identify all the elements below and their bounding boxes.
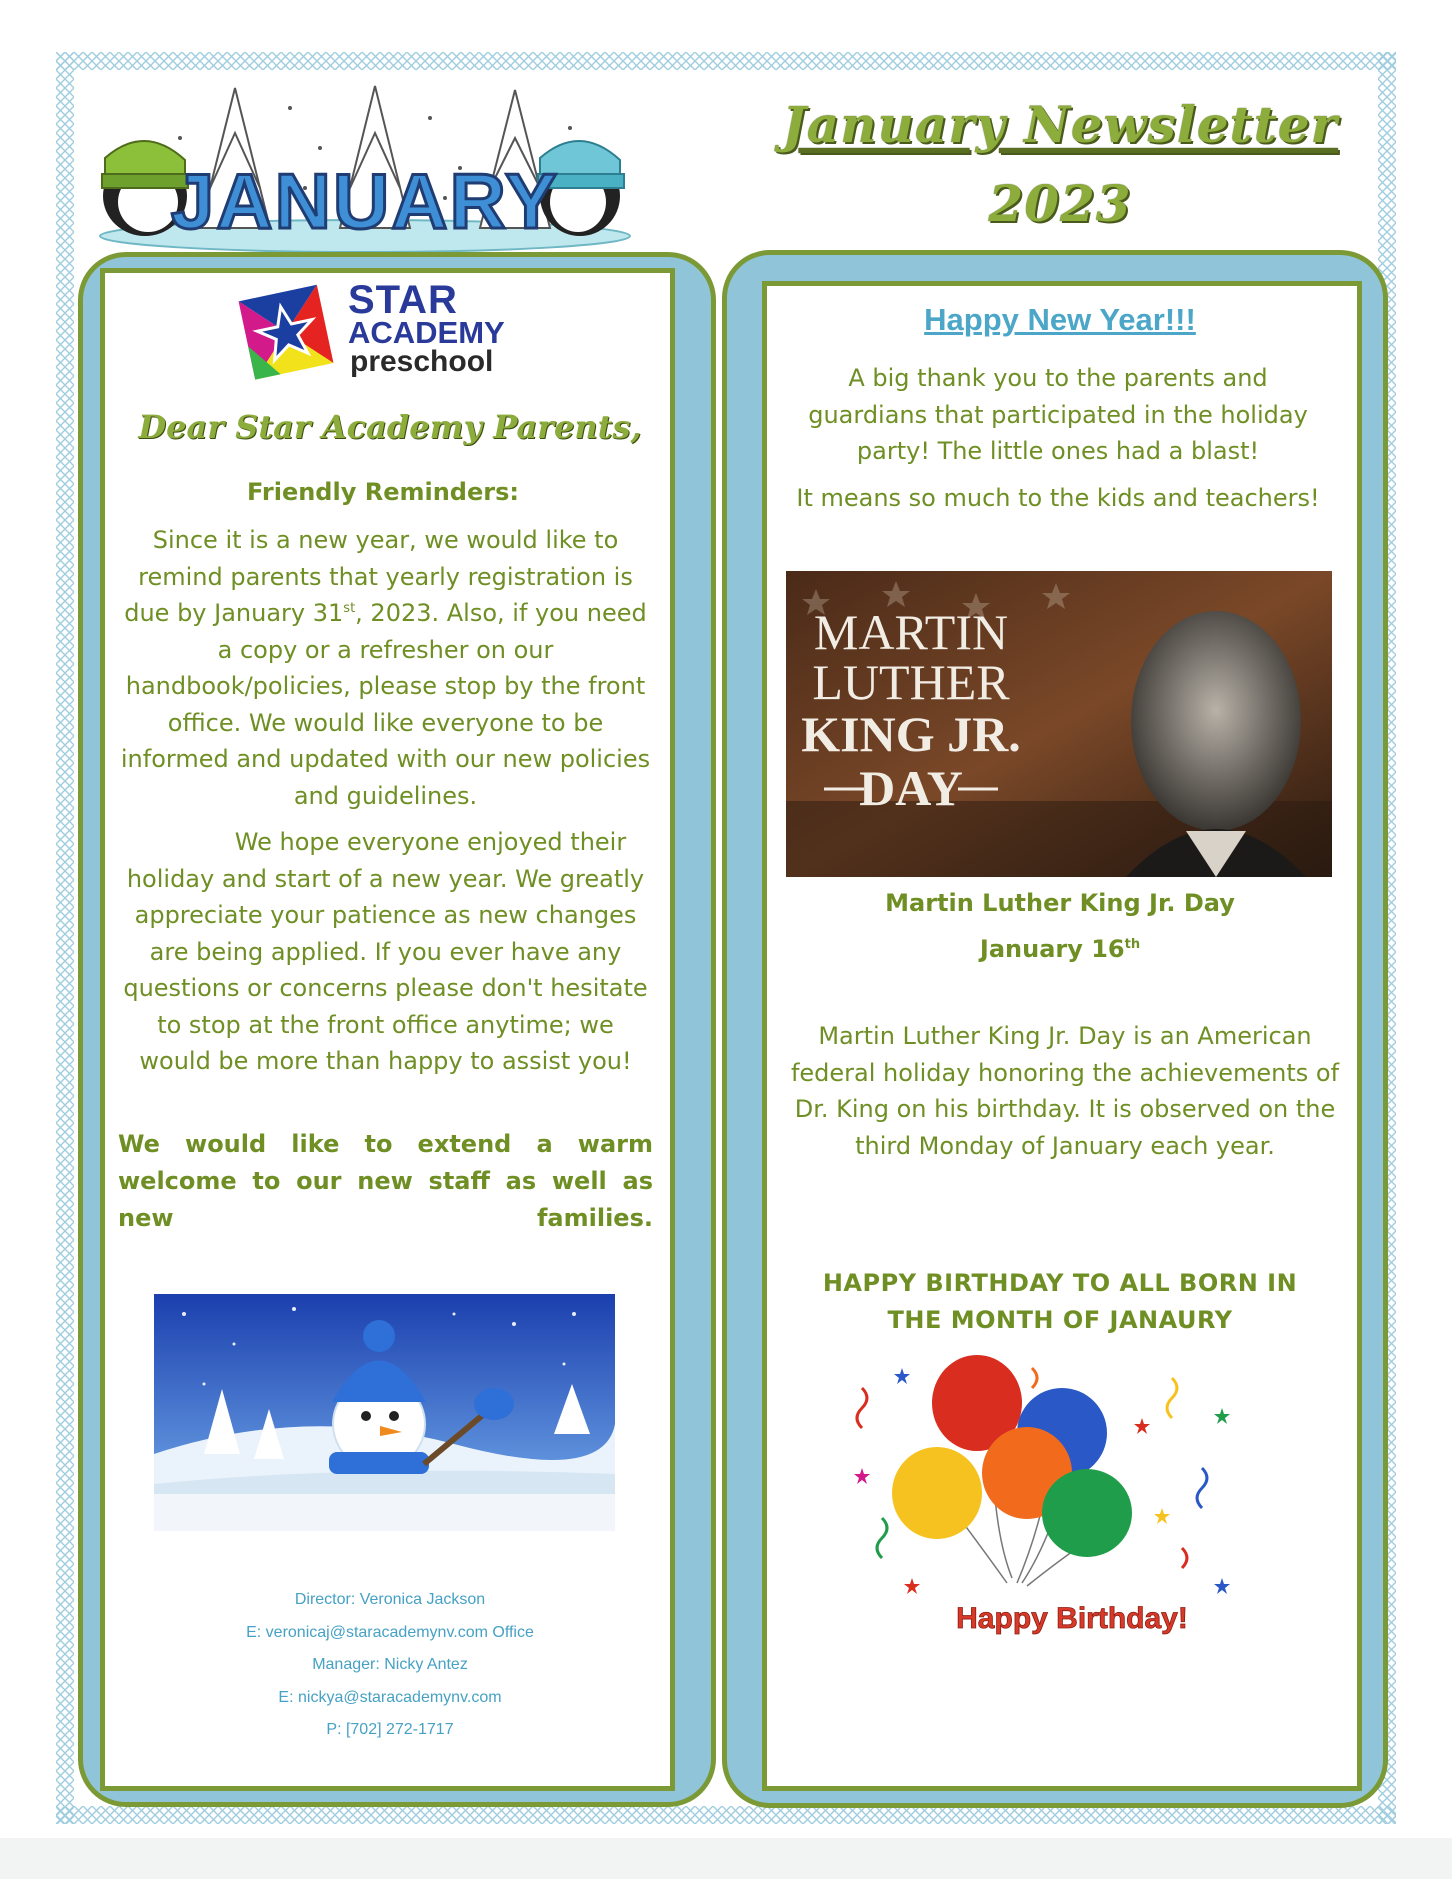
welcome-paragraph: We would like to extend a warm welcome to our new staff as well as new families. [118, 1130, 653, 1232]
hope-paragraph: We hope everyone enjoyed their holiday and start of a new year. We greatly appreciate your patience as new changes are being applied. If you ever have any questions or concerns please don't hesitate to stop at the front office anytime; we would be more than happy to assist you! [123, 828, 648, 1075]
registration-reminder [118, 522, 653, 814]
january-banner-illustration [90, 78, 640, 258]
contact-director-email[interactable]: E: veronicaj@staracademynv.com Office [246, 1623, 534, 1641]
lattice-border-left [56, 52, 74, 1824]
logo-wordmark [348, 278, 505, 378]
star-logo-icon [232, 278, 342, 386]
thank-you-paragraph: A big thank you to the parents and guardians that participated in the holiday party! The little ones had a blast! [808, 364, 1308, 465]
logo-line-star: STAR [348, 278, 458, 322]
newsletter-title-line1: January Newsletter [782, 95, 1338, 154]
mlk-image-line4: DAY [859, 760, 963, 816]
logo-line-academy: ACADEMY [348, 315, 505, 350]
page-footer-strip [0, 1838, 1452, 1879]
contact-director: Director: Veronica Jackson [294, 1591, 486, 1608]
happy-birthday-balloons-image [842, 1348, 1262, 1638]
means-so-much-line: It means so much to the kids and teachers! [796, 484, 1320, 512]
mlk-image-line2: LUTHER [812, 654, 1010, 710]
mlk-caption-date-text: January 16 [979, 935, 1125, 963]
registration-ordinal: st [343, 601, 356, 616]
mlk-image-line3: KING JR. [801, 706, 1021, 762]
newsletter-year: 2023 [988, 174, 1132, 233]
mlk-caption [780, 880, 1340, 972]
mlk-caption-title: Martin Luther King Jr. Day [885, 889, 1235, 917]
birthday-heading-line2: THE MONTH OF JANAURY [887, 1306, 1233, 1334]
birthday-heading-line1: HAPPY BIRTHDAY TO ALL BORN IN [822, 1269, 1298, 1297]
mlk-description: Martin Luther King Jr. Day is an American federal holiday honoring the achievements of Dr. King on his birthday. It is observed on the third Monday of January each year. [790, 1022, 1340, 1160]
lattice-border-top [56, 52, 1396, 70]
greeting-heading: Dear Star Academy Parents, [138, 408, 642, 446]
snowman-image [154, 1294, 615, 1531]
contact-manager-email[interactable]: E: nickya@staracademynv.com [278, 1688, 502, 1706]
registration-text-b: , 2023. Also, if you need a copy or a refresher on our handbook/policies, please stop by the front office. We would like everyone to be informed and updated with our new policies and guidelines. [120, 599, 651, 810]
registration-text-a: Since it is a new year, we would like to remind parents that yearly registration is due by January 31 [124, 526, 633, 627]
birthday-image-text: Happy Birthday! [956, 1602, 1188, 1635]
mlk-day-image [786, 571, 1332, 877]
mlk-caption-date [780, 926, 1340, 972]
logo-line-preschool: preschool [350, 345, 494, 378]
birthday-heading [790, 1265, 1330, 1339]
newsletter-title [760, 95, 1360, 233]
mlk-caption-ordinal: th [1124, 937, 1141, 952]
mlk-image-line1: MARTIN [813, 604, 1009, 660]
contact-phone: P: [702] 272-1717 [326, 1721, 454, 1738]
reminders-heading: Friendly Reminders: [247, 478, 519, 506]
happy-new-year-heading: Happy New Year!!! [924, 302, 1196, 337]
january-banner-text: JANUARY [170, 157, 560, 245]
contact-manager: Manager: Nicky Antez [312, 1656, 468, 1673]
contact-info [120, 1584, 660, 1747]
lattice-border-bottom [56, 1806, 1396, 1824]
